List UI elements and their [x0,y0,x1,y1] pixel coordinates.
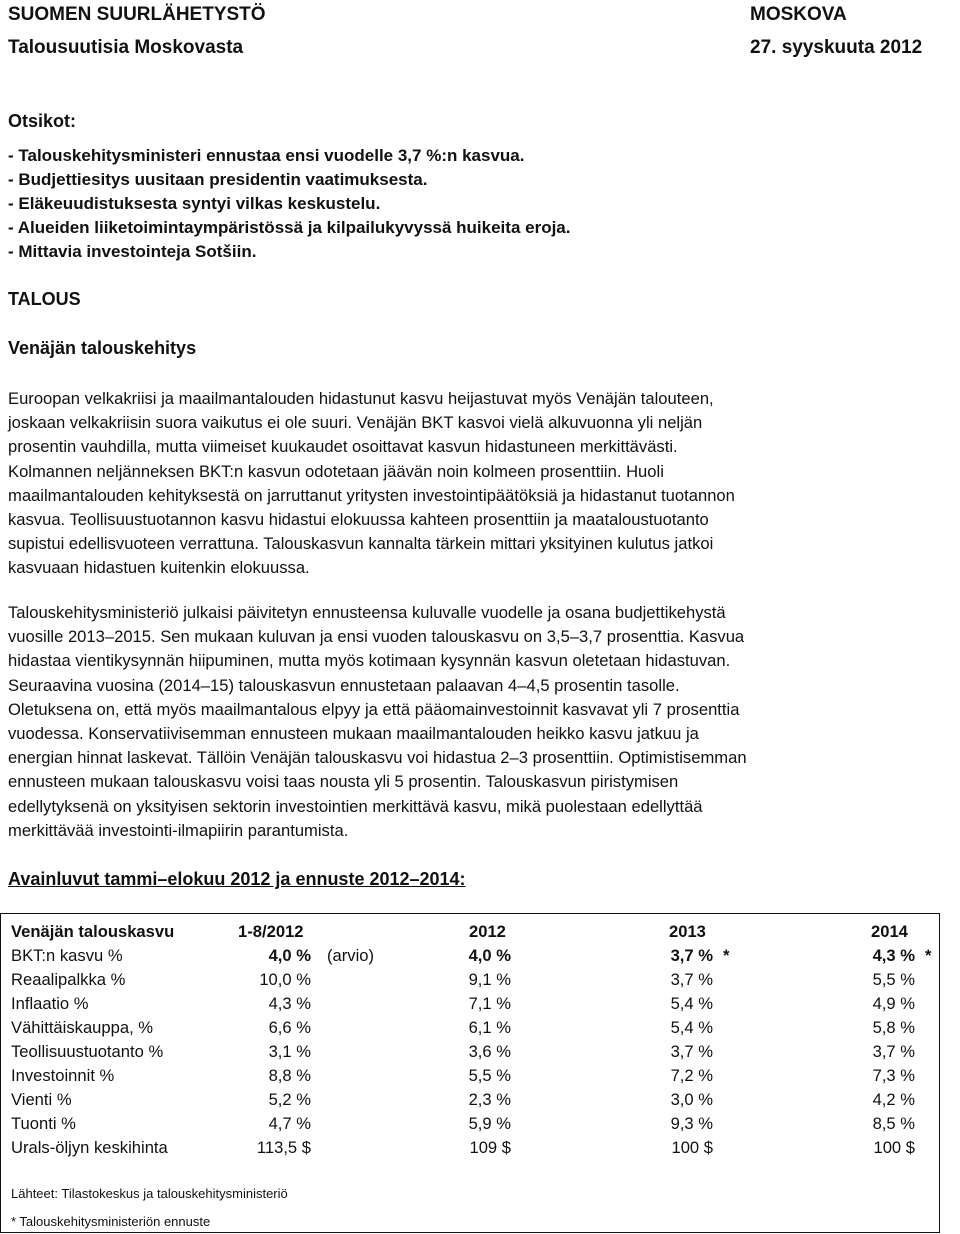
paragraph-2 [8,601,948,843]
table-cell-v1: 3,1 % [268,1042,311,1061]
table-cell-v1: 8,8 % [268,1066,311,1085]
table-cell-v3: 3,7 % [670,1042,713,1061]
table-cell-v3: 3,0 % [670,1090,713,1109]
table-cell-v3: 9,3 % [670,1114,713,1133]
paragraph-line: edellytyksenä on yksityisen sektorin investointien merkittävä kasvu, mikä puolestaan edellyttää [8,796,703,816]
paragraph-line: supistui edellisvuoteen verrattuna. Talouskasvun kannalta tärkein mittari yksityinen kulutus jatkoi [8,534,714,554]
table-cell-v2: 4,0 % [468,946,511,965]
paragraph-line: hidastaa vientikysynnän hiipuminen, mutta myös kotimaan kysynnän kasvun oletetaan hidastuvan. [8,651,731,671]
headline-item: - Eläkeuudistuksesta syntyi vilkas keskustelu. [8,194,381,213]
paragraph-line: merkittävää investointi-ilmapiirin parantumista. [8,820,349,840]
table-cell-label: Teollisuustuotanto % [11,1042,164,1061]
table-cell-v1: 10,0 % [259,970,311,989]
table-header-col3: 2013 [669,922,706,941]
paragraph-line: Talouskehitysministeriö julkaisi päivitetyn ennusteensa kuluvalle vuodelle ja osana budjettikehystä [8,603,726,622]
table-cell-label: Urals-öljyn keskihinta [11,1138,168,1157]
table-cell-v2: 3,6 % [468,1042,511,1061]
headline-item: - Budjettiesitys uusitaan presidentin vaatimuksesta. [8,170,428,189]
paragraph-line: kasvuaan hidastuen kuitenkin elokuussa. [8,558,310,578]
headlines-label: Otsikot: [8,111,77,131]
table-cell-label: Tuonti % [11,1114,76,1133]
table-cell-v2: 2,3 % [468,1090,511,1109]
table-cell-v2: 109 $ [469,1138,511,1157]
table-cell-v2: 6,1 % [468,1018,511,1037]
table-cell-v4: 3,7 % [872,1042,915,1061]
paragraph-line: vuosille 2013–2015. Sen mukaan kuluvan ja ensi vuoden talouskasvu on 3,5–3,7 prosenttia. Kasvua [8,627,745,647]
paragraph-1 [8,387,948,581]
table-cell-v2: 7,1 % [468,994,511,1013]
table-cell-v3: 5,4 % [670,994,713,1013]
key-figures-title: Avainluvut tammi–elokuu 2012 ja ennuste 2012–2014: [8,869,466,889]
newsletter-title: Talousuutisia Moskovasta [8,37,244,58]
city-name: MOSKOVA [750,4,847,25]
section-title: TALOUS [8,289,81,309]
table-cell-label: Vähittäiskauppa, % [11,1018,154,1037]
table-cell-v4: 4,9 % [872,994,915,1013]
embassy-name: SUOMEN SUURLÄHETYSTÖ [8,4,266,25]
newsletter-date: 27. syyskuuta 2012 [750,37,923,58]
paragraph-line: Kolmannen neljänneksen BKT:n kasvun odotetaan jäävän noin kolmeen prosenttiin. Huoli [8,461,664,481]
paragraph-line: Seuraavina vuosina (2014–15) talouskasvun ennustetaan palaavan 4–4,5 prosentin tasolle. [8,675,680,695]
paragraph-line: energian hinnat laskevat. Tällöin Venäjän talouskasvu voi hidastua 2–3 prosenttiin. Optimistisemman [8,748,747,768]
table-cell-label: Investoinnit % [11,1066,115,1085]
table-cell-label: BKT:n kasvu % [11,946,123,965]
table-cell-v4: 5,5 % [872,970,915,989]
table-cell-v4: 4,2 % [872,1090,915,1109]
table-cell-v2: 5,5 % [468,1066,511,1085]
paragraph-line: maailmantalouden kehityksestä on jarruttanut yritysten investointipäätöksiä ja hidastanut tuotannon [8,485,735,505]
table-cell-v3: 3,7 % [670,970,713,989]
table-cell-v4: 5,8 % [872,1018,915,1037]
paragraph-line: joskaan velkakriisin suora vaikutus ei ole suuri. Venäjän BKT kasvoi vielä alkuvuonna yli neljän [8,413,703,433]
paragraph-line: ennusteen mukaan talouskasvu voisi taas nousta yli 5 prosentin. Talouskasvun piristymisen [8,772,679,792]
headline-item: - Alueiden liiketoimintaympäristössä ja kilpailukyvyssä huikeita eroja. [8,218,571,237]
table-header-col1: 1-8/2012 [238,922,304,941]
table-cell-v1: 4,7 % [268,1114,311,1133]
paragraph-line: prosentin vauhdilla, mutta viimeiset kuukaudet osoittavat kasvun hidastuneen merkittävästi. [8,437,678,457]
paragraph-line: vuodessa. Konservatiivisemman ennusteen mukaan maailmantalouden heikko kasvu jatkuu ja [8,724,699,744]
table-cell-v2: 5,9 % [468,1114,511,1133]
section-subtitle: Venäjän talouskehitys [8,338,197,358]
table-cell-v1: 6,6 % [268,1018,311,1037]
table-cell-v3: 100 $ [671,1138,713,1157]
table-cell-v1: 4,0 % [268,946,311,965]
table-sources: Lähteet: Tilastokeskus ja talouskehitysministeriö [11,1186,288,1201]
table-header-label: Venäjän talouskasvu [11,922,175,941]
paragraph-line: Oletuksena on, että myös maailmantalous elpyy ja että pääomainvestoinnit kasvavat yli 7 prosenttia [8,699,740,719]
table-cell-v1: 4,3 % [268,994,311,1013]
key-figures-table [0,913,940,1233]
table-cell-v4: 100 $ [873,1138,915,1157]
table-cell-v3: 5,4 % [670,1018,713,1037]
table-cell-v3: 7,2 % [670,1066,713,1085]
table-cell-label: Reaalipalkka % [11,970,126,989]
table-cell-v1: 113,5 $ [256,1138,311,1157]
table-cell-v4: 7,3 % [872,1066,915,1085]
table-cell-v4: 8,5 % [872,1114,915,1133]
table-cell-note: (arvio) [327,946,375,965]
table-cell-m4: * [925,946,932,965]
table-cell-v2: 9,1 % [468,970,511,989]
paragraph-line: kasvua. Teollisuustuotannon kasvu hidastui elokuussa kahteen prosenttiin ja maataloustuotanto [8,510,709,530]
paragraph-line: Euroopan velkakriisi ja maailmantalouden hidastunut kasvu heijastuvat myös Venäjän talouteen, [8,389,714,408]
table-cell-label: Vienti % [11,1090,72,1109]
headline-item: - Talouskehitysministeri ennustaa ensi vuodelle 3,7 %:n kasvua. [8,146,525,165]
table-header-col4: 2014 [871,922,908,941]
table-cell-v1: 5,2 % [268,1090,311,1109]
table-cell-label: Inflaatio % [11,994,89,1013]
headline-item: - Mittavia investointeja Sotšiin. [8,242,257,261]
table-cell-v3: 3,7 % [670,946,713,965]
table-footnote: * Talouskehitysministeriön ennuste [11,1214,211,1229]
table-cell-v4: 4,3 % [872,946,915,965]
table-header-col2: 2012 [469,922,506,941]
table-cell-m3: * [723,946,730,965]
